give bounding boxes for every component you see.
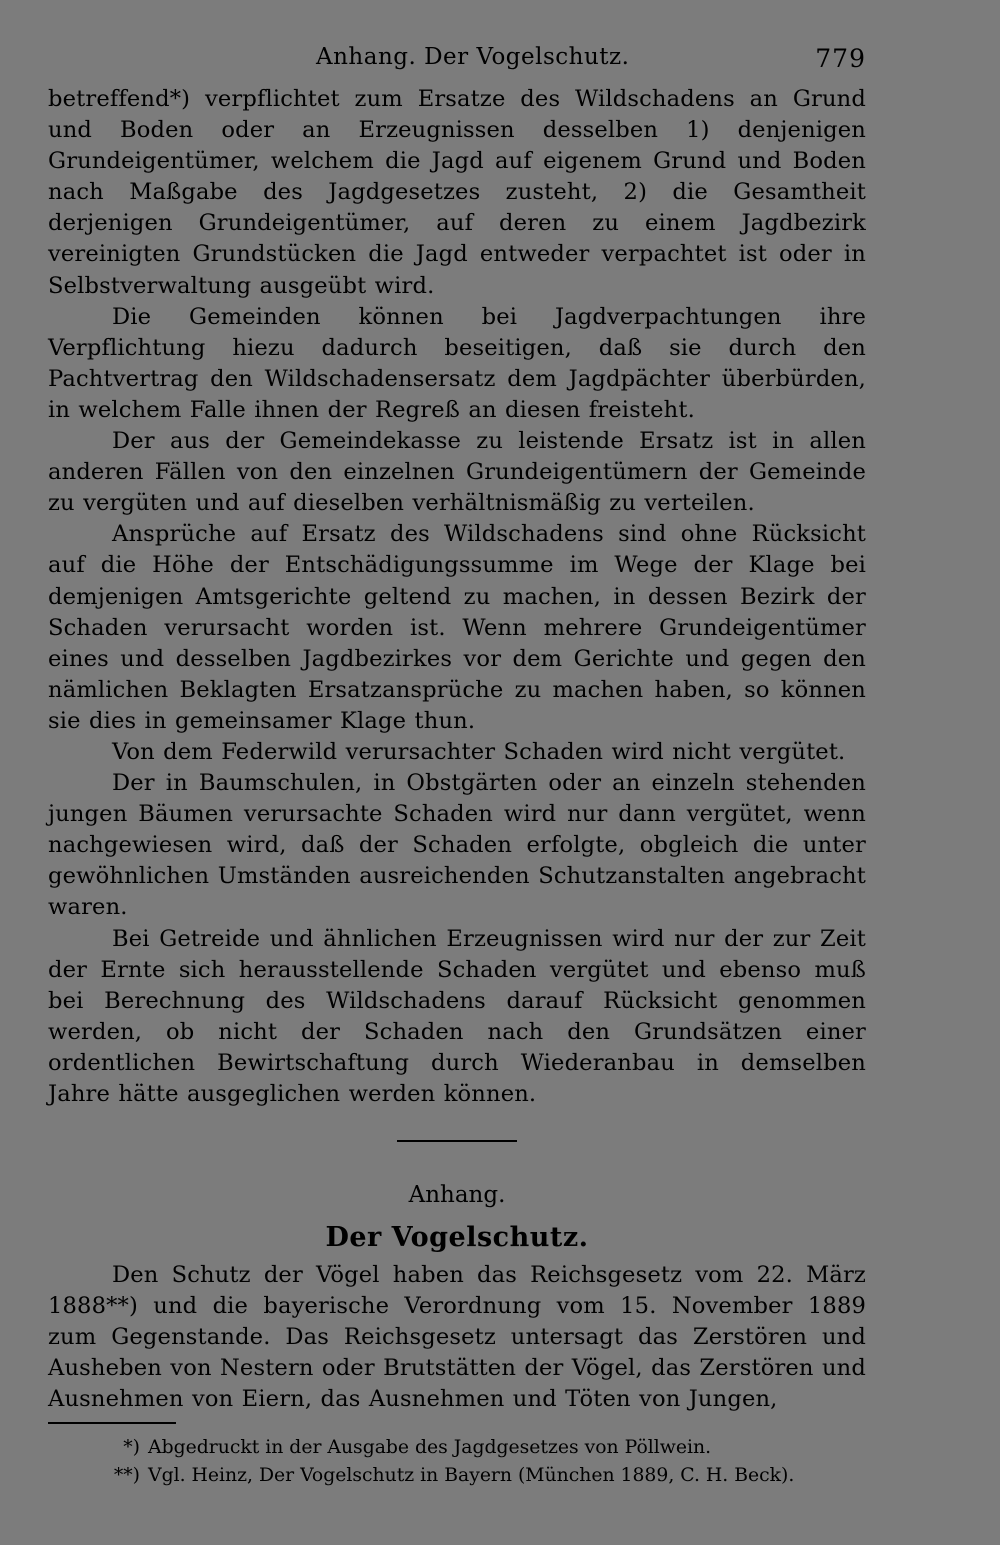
paragraph: Der in Baumschulen, in Obstgärten oder an einzeln stehenden jungen Bäumen verursachte Schaden wird nur dann vergütet, wenn nachgewiesen wird, daß der Schaden erfolgte, obgleich die unter gewöhnlichen Umständen ausreichenden Schutzanstalten angebracht waren. (48, 770, 866, 921)
footnote (106, 1462, 866, 1490)
page-number: 779 (815, 44, 866, 73)
paragraph: Von dem Federwild verursachter Schaden wird nicht vergütet. (112, 738, 846, 765)
paragraph: betreffend*) verpflichtet zum Ersatze des Wildschadens an Grund und Boden oder an Erzeugnissen desselben 1) denjenigen Grundeigentümer, welchem die Jagd auf eigenem Grund und Boden nach Maßgabe des Jagdgesetzes zusteht, 2) die Gesamtheit derjenigen Grundeigentümer, auf deren zu einem Jagdbezirk vereinigten Grundstücken die Jagd entweder verpachtet ist oder in Selbstverwaltung ausgeübt wird. (48, 86, 866, 299)
footnote-divider (48, 1422, 176, 1424)
footnote-text: Abgedruckt in der Ausgabe des Jagdgesetzes von Pöllwein. (148, 1436, 712, 1458)
paragraph: Bei Getreide und ähnlichen Erzeugnissen wird nur der zur Zeit der Ernte sich herausstellende Schaden vergütet und ebenso muß bei Berechnung des Wildschadens darauf Rücksicht genommen werden, ob nicht der Schaden nach den Grundsätzen einer ordentlichen Bewirtschaftung durch Wiederanbau in demselben Jahre hätte ausgeglichen werden können. (48, 925, 866, 1107)
footnote-text: Vgl. Heinz, Der Vogelschutz in Bayern (München 1889, C. H. Beck). (148, 1464, 795, 1486)
appendix-title: Der Vogelschutz. (325, 1222, 589, 1254)
appendix-text (48, 1260, 866, 1415)
paragraph: Der aus der Gemeindekasse zu leistende Ersatz ist in allen anderen Fällen von den einzelnen Grundeigentümern der Gemeinde zu vergüten und auf dieselben verhältnismäßig zu verteilen. (48, 428, 866, 517)
paragraph: Den Schutz der Vögel haben das Reichsgesetz vom 22. März 1888**) und die bayerische Verordnung vom 15. November 1889 zum Gegenstande. Das Reichsgesetz untersagt das Zerstören und Ausheben von Nestern oder Brutstätten der Vögel, das Zerstören und Ausnehmen von Eiern, das Ausnehmen und Töten von Jungen, (48, 1262, 866, 1413)
paragraph: Ansprüche auf Ersatz des Wildschadens sind ohne Rücksicht auf die Höhe der Entschädigungssumme im Wege der Klage bei demjenigen Amtsgerichte geltend zu machen, in dessen Bezirk der Schaden verursacht worden ist. Wenn mehrere Grundeigentümer eines und desselben Jagdbezirkes vor dem Gerichte und gegen den nämlichen Beklagten Ersatzansprüche zu machen haben, so können sie dies in gemeinsamer Klage thun. (48, 521, 866, 734)
footnote-mark: *) (123, 1436, 140, 1458)
paragraph: Die Gemeinden können bei Jagdverpachtungen ihre Verpflichtung hiezu dadurch beseitigen, daß sie durch den Pachtvertrag den Wildschadensersatz dem Jagdpächter überbürden, in welchem Falle ihnen der Regreß an diesen freisteht. (48, 303, 866, 423)
book-page (48, 40, 866, 1490)
footnote (106, 1434, 866, 1462)
running-head (48, 40, 866, 84)
appendix-label: Anhang. (408, 1182, 506, 1209)
footnote-mark: **) (113, 1464, 140, 1486)
main-text (48, 84, 866, 1110)
running-title: Anhang. Der Vogelschutz. (316, 44, 630, 70)
section-divider (397, 1140, 517, 1142)
footnotes (48, 1434, 866, 1490)
